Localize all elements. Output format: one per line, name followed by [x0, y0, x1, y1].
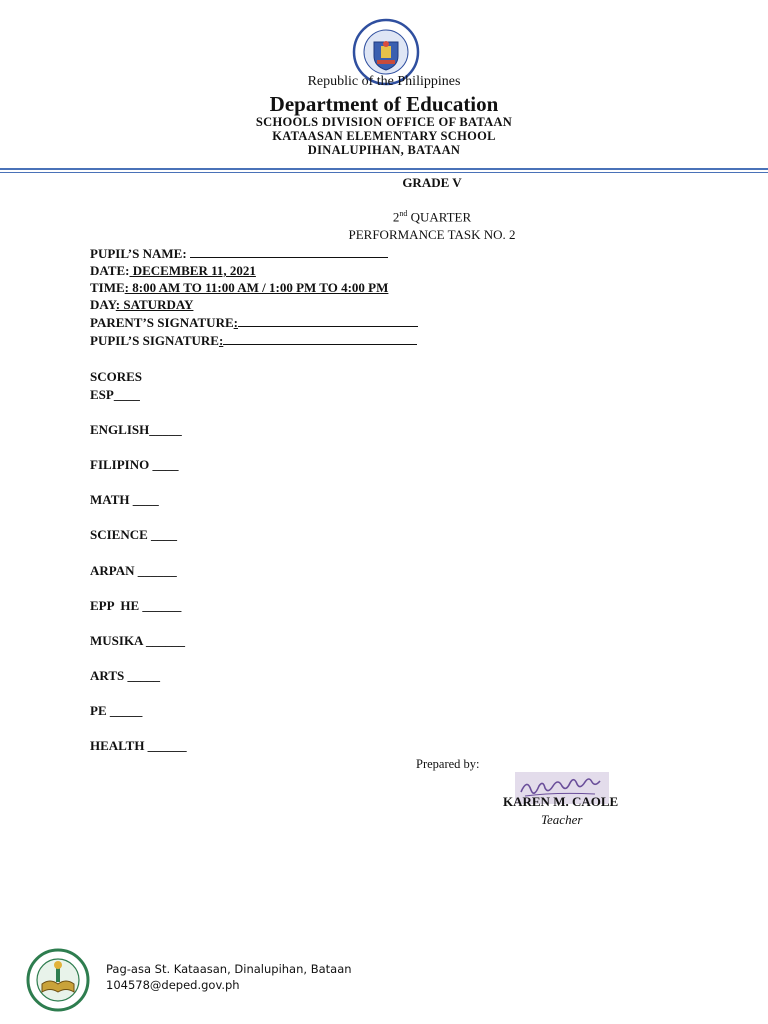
quarter-suffix: nd — [399, 209, 408, 218]
pupil-name-label: PUPIL’S NAME: — [90, 246, 187, 261]
scores-heading: SCORES — [90, 369, 143, 384]
quarter-word: QUARTER — [407, 209, 472, 225]
pupil-signature-line — [223, 333, 417, 345]
score-english: ENGLISH_____ — [90, 422, 182, 437]
score-math: MATH ____ — [90, 492, 159, 507]
footer-email: 104578@deped.gov.ph — [106, 978, 240, 992]
score-arpan: ARPAN ______ — [90, 563, 177, 578]
school-logo — [26, 948, 90, 1012]
quarter-title — [0, 209, 768, 225]
task-title: PERFORMANCE TASK NO. 2 — [348, 227, 516, 242]
time-value: : 8:00 AM TO 11:00 AM / 1:00 PM TO 4:00 PM — [124, 280, 389, 295]
time-label: TIME — [90, 280, 125, 295]
pupil-name-line — [190, 246, 388, 258]
parent-signature-field: PARENT’S SIGNATURE: — [90, 315, 418, 331]
footer-address: Pag-asa St. Kataasan, Dinalupihan, Bataan — [106, 962, 352, 976]
grade-title: GRADE V — [402, 175, 462, 190]
parent-signature-line — [238, 315, 418, 327]
time-field — [90, 280, 388, 296]
header-rule — [0, 168, 768, 170]
division-line: SCHOOLS DIVISION OFFICE OF BATAAN — [255, 115, 513, 129]
prepared-by-label: Prepared by: — [416, 757, 480, 771]
pupil-signature-label: PUPIL’S SIGNATURE — [90, 333, 219, 348]
teacher-name: KAREN M. CAOLE — [503, 794, 619, 809]
quarter-number: 2 — [392, 209, 400, 225]
day-label: DAY — [90, 297, 116, 312]
republic-line: Republic of the Philippines — [307, 74, 461, 89]
score-musika: MUSIKA ______ — [90, 633, 185, 648]
pupil-signature-field: PUPIL’S SIGNATURE: — [90, 333, 417, 349]
header-rule-thin — [0, 172, 768, 173]
score-pe: PE _____ — [90, 703, 143, 718]
teacher-role: Teacher — [541, 812, 583, 827]
date-value: DECEMBER 11, 2021 — [129, 263, 256, 278]
score-filipino: FILIPINO ____ — [90, 457, 179, 472]
score-arts: ARTS _____ — [90, 668, 160, 683]
date-field — [90, 263, 256, 279]
parent-signature-label: PARENT’S SIGNATURE — [90, 315, 234, 330]
pupil-name-field — [90, 246, 388, 262]
department-title: Department of Education — [269, 92, 499, 116]
score-epp-he: EPP HE ______ — [90, 598, 182, 613]
date-label: DATE: — [90, 263, 130, 278]
day-field — [90, 297, 193, 313]
school-line: KATAASAN ELEMENTARY SCHOOL — [272, 129, 496, 143]
score-health: HEALTH ______ — [90, 738, 187, 753]
location-line: DINALUPIHAN, BATAAN — [307, 143, 461, 157]
score-esp: ESP____ — [90, 387, 140, 402]
day-value: : SATURDAY — [115, 297, 194, 312]
score-science: SCIENCE ____ — [90, 527, 178, 542]
